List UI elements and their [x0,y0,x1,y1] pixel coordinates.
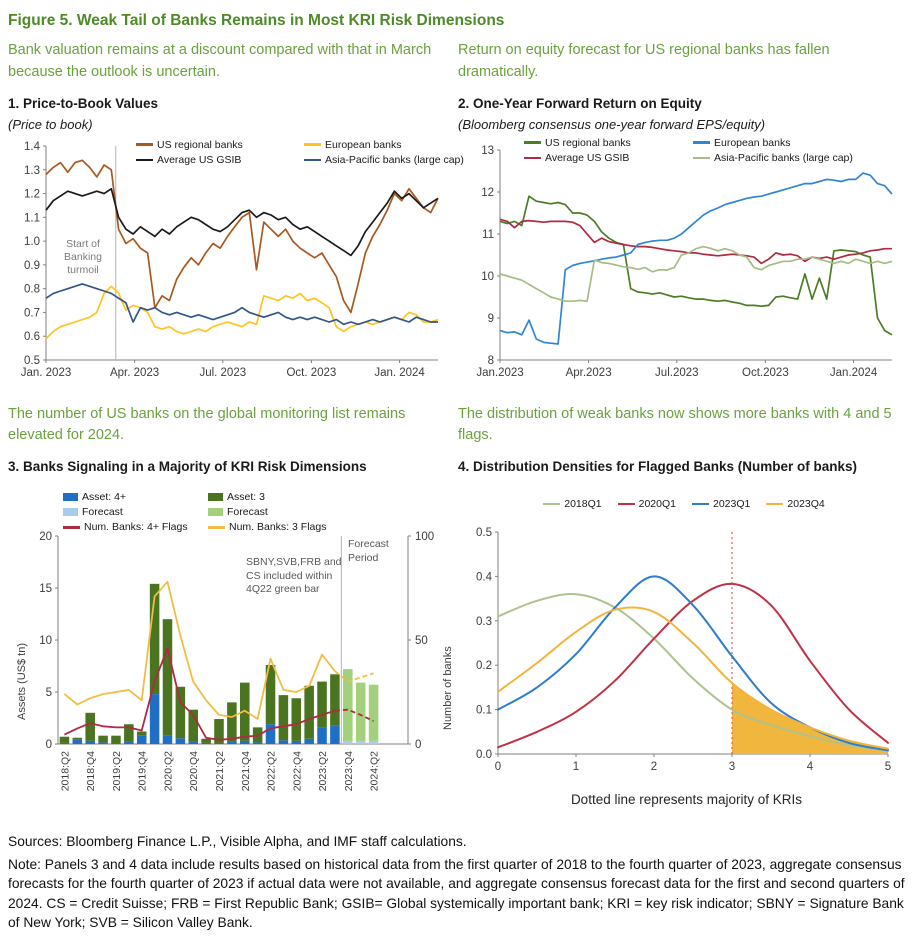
tick-label: 0 [45,739,52,751]
bar-asset-4plus [330,726,340,744]
asia-pacific-swatch [693,157,710,160]
panel-3 [8,455,456,822]
panel-1 [8,92,464,392]
legend-item: 2020Q1 [618,498,676,510]
tick-label: 0.5 [476,527,492,539]
bar-asset-3 [60,737,70,743]
tick-label: 2020:Q4 [188,751,201,792]
caption-left: The number of US banks on the global monitoring list remains elevated for 2024. [8,405,406,444]
bar-asset-4plus [240,741,250,744]
bar-asset-3 [356,683,366,741]
tick-label: 3 [728,761,736,773]
tick-label: Oct.2023 [742,366,789,379]
legend-item: Asia-Pacific banks (large cap) [693,151,853,165]
bar-asset-4plus [227,742,237,744]
bar-asset-4plus [279,740,289,744]
tick-label: 5 [884,761,892,773]
panel-1-legend-col2 [304,138,464,168]
bar-asset-3 [137,732,147,736]
tick-label: 2024:Q2 [368,751,381,792]
bar-asset-4plus [317,727,327,744]
bar-asset-3 [73,738,83,740]
panel-2 [458,92,915,392]
bar-asset-4plus [369,741,379,744]
bar-asset-4plus [304,739,314,744]
legend-item: Asset: 3 [208,490,326,504]
density-2018q1-swatch [543,503,560,506]
panel-1-chart [8,136,464,392]
tick-label: 0.4 [476,571,492,584]
tick-label: 2022:Q2 [265,751,278,792]
bar-asset-3 [330,674,340,725]
legend-item: Average US GSIB [136,153,243,167]
tick-label: Apr. 2023 [109,366,160,379]
forecast-green-swatch [208,508,223,516]
density-curve [498,584,888,747]
bar-asset-4plus [60,743,70,744]
legend-item: 2023Q1 [692,498,750,510]
tick-label: 15 [39,583,52,595]
panel-2-title: 2. One-Year Forward Return on Equity [458,95,702,111]
tick-label: Jul.2023 [655,366,699,379]
bar-asset-3 [369,685,379,741]
tick-label: 0.7 [24,306,40,319]
forecast-blue-swatch [63,508,78,516]
intro-row [8,40,915,92]
bar-asset-4plus [124,742,134,744]
tick-label: 0.5 [24,354,40,367]
tick-label: 0.9 [24,259,40,272]
panel-3-legend-col2 [208,490,326,536]
tick-label: 9 [487,312,494,325]
panel-2-legend-col2 [693,136,853,166]
dotted-line-caption: Dotted line represents majority of KRIs [570,792,803,807]
bar-asset-4plus [343,741,353,744]
tick-label: 1.1 [24,211,40,224]
bar-asset-4plus [85,741,95,744]
sources-line: Sources: Bloomberg Finance L.P., Visible Alpha, and IMF staff calculations. [8,834,467,849]
figure-footer [8,832,915,933]
series-line-forecast [335,671,374,681]
tick-label: Jul. 2023 [199,366,247,379]
legend-item: Num. Banks: 3 Flags [208,520,326,534]
tick-label: 12 [481,186,494,199]
charts-row-top [8,92,915,392]
tick-label: Jan. 2024 [374,366,425,379]
european-swatch [693,141,710,144]
bar-asset-4plus [111,743,121,744]
tick-label: 1 [572,761,580,773]
tick-label: Jan.2024 [829,366,878,379]
density-2023q1-swatch [692,503,709,506]
panel-4-legend [458,498,910,510]
caption-right: The distribution of weak banks now shows more banks with 4 and 5 flags. [458,405,892,444]
legend-item: Forecast [208,505,326,519]
legend-item: European banks [304,138,464,152]
bar-asset-3 [98,736,108,743]
bar-asset-4plus [176,738,186,744]
tick-label: 13 [481,144,494,157]
tick-label: 8 [487,354,494,367]
charts-row-bottom [8,455,915,822]
legend-item: Asia-Pacific banks (large cap) [304,153,464,167]
tick-label: 0 [415,739,422,751]
tick-label: 50 [415,635,428,647]
bar-asset-4plus [356,741,366,744]
flags-4plus-swatch [63,526,80,529]
panel-3-title: 3. Banks Signaling in a Majority of KRI Risk Dimensions [8,459,367,474]
tick-label: 5 [45,687,52,699]
tick-label: 1.0 [24,235,40,248]
tick-label: Apr.2023 [565,366,612,379]
us-gsib-swatch [524,157,541,160]
series-line [46,160,438,312]
tick-label: 2018:Q2 [59,751,72,792]
us-regional-swatch [524,141,541,144]
density-curve [498,576,888,750]
bar-asset-4plus [188,741,198,744]
panel-2-chart [458,136,910,392]
panel-3-chart [8,492,456,822]
tick-label: 11 [482,228,494,241]
panel-3-legend-col1 [63,490,188,536]
panel-1-title: 1. Price-to-Book Values [8,95,159,111]
tick-label: 0.1 [476,704,492,717]
tick-label: 4 [806,761,814,773]
tick-label: 2020:Q2 [162,751,175,792]
panel-1-legend-col1 [136,138,243,168]
number-of-banks-axis-label: Number of banks [442,646,454,730]
tick-label: Oct. 2023 [286,366,337,379]
legend-item: US regional banks [136,138,243,152]
legend-item: Num. Banks: 4+ Flags [63,520,188,534]
european-swatch [304,143,321,146]
us-gsib-swatch [136,159,153,162]
panel-4 [458,455,915,822]
tick-label: 0.8 [24,283,40,296]
captions-row [8,404,915,456]
bar-asset-4plus [73,739,83,744]
tick-label: 2018:Q4 [85,751,98,792]
legend-item: 2023Q4 [766,498,824,510]
intro-left: Bank valuation remains at a discount compared with that in March because the outlook is uncertain. [8,42,432,80]
bar-asset-4plus [137,735,147,744]
bar-asset-4plus [98,742,108,744]
bar-asset-3 [317,682,327,728]
tick-label: 2019:Q4 [136,751,149,792]
panel-4-chart [458,498,910,788]
tick-label: 100 [415,531,435,543]
bar-asset-3 [304,686,314,739]
bar-asset-4plus [292,741,302,744]
legend-item: Asset: 4+ [63,490,188,504]
bar-asset-3 [176,687,186,738]
legend-item: 2018Q1 [543,498,601,510]
return-on-equity-chart [458,136,910,392]
panel-2-legend-col1 [524,136,631,166]
tick-label: 2019:Q2 [110,751,123,792]
intro-right: Return on equity forecast for US regional banks has fallen dramatically. [458,42,830,80]
panel-2-subtitle: (Bloomberg consensus one-year forward EPS/equity) [458,116,766,132]
legend-item: European banks [693,136,853,150]
bar-asset-4plus [214,743,224,744]
bar-asset-4plus [163,736,173,744]
bar-asset-3 [292,698,302,741]
bar-asset-3 [201,739,211,743]
legend-item: US regional banks [524,136,631,150]
tick-label: 0.3 [476,615,492,628]
tick-label: Jan. 2023 [20,366,72,379]
tick-label: 10 [481,270,494,283]
note-line: Note: Panels 3 and 4 data include results based on historical data from the first quarter of 2018 to the fourth quarter of 2023, aggregate consensus forecasts for the fourth quarter of 2023 if actual data were not available, and aggregate consensus forecast data for the first and second quarters of 2024. CS = Credit Suisse; FRB = First Republic Bank; GSIB= Global systemically important bank; KRI = key risk indicator; SBNY = Signature Bank of New York; SVB = Silicon Valley Bank. [8,856,905,931]
series-line [46,283,438,323]
figure-title: Figure 5. Weak Tail of Banks Remains in Most KRI Risk Dimensions [8,12,505,29]
tick-label: 0.0 [476,749,492,761]
tick-label: 10 [39,635,52,647]
banking-turmoil-annotation: Start of Banking turmoil [64,237,102,276]
tick-label: Jan.2023 [476,366,524,379]
tick-label: 1.4 [24,140,40,153]
tick-label: 2021:Q2 [214,751,226,792]
density-chart [458,504,906,788]
bar-asset-3 [227,702,237,742]
sbny-note-annotation: SBNY,SVB,FRB and CS included within 4Q22 green bar [246,556,342,596]
legend-item: Average US GSIB [524,151,631,165]
bar-asset-3 [85,713,95,741]
tick-label: 2021:Q4 [239,751,252,792]
assets-axis-label: Assets (US$ tn) [16,642,28,720]
asset-3-swatch [208,493,223,501]
bar-asset-4plus [201,743,211,744]
tick-label: 0.6 [24,330,40,343]
tick-label: 2022:Q4 [291,751,304,792]
asset-4plus-swatch [63,493,78,501]
panel-1-subtitle: (Price to book) [8,116,93,132]
bar-asset-4plus [253,742,263,744]
bar-asset-3 [111,736,121,744]
us-regional-swatch [136,143,153,146]
bar-asset-3 [163,619,173,735]
bar-asset-3 [279,695,289,740]
flags-3-swatch [208,526,225,529]
tick-label: 2 [650,761,658,773]
forecast-period-annotation: Forecast Period [348,538,389,564]
density-2023q4-swatch [766,503,783,506]
series-line [46,286,438,338]
tick-label: 1.3 [24,164,40,177]
tick-label: 2023:Q4 [342,751,355,792]
panel-4-title: 4. Distribution Densities for Flagged Banks (Number of banks) [458,459,858,474]
series-line [500,196,892,335]
tick-label: 0.2 [476,660,492,673]
tick-label: 20 [39,531,52,543]
bar-asset-4plus [150,694,160,744]
density-2020q1-swatch [618,503,635,506]
tick-label: 1.2 [24,188,40,201]
tick-label: 0 [494,761,502,773]
tick-label: 2023:Q2 [317,751,330,792]
series-line-forecast [335,710,374,721]
legend-item: Forecast [63,505,188,519]
asia-pacific-swatch [304,159,321,162]
